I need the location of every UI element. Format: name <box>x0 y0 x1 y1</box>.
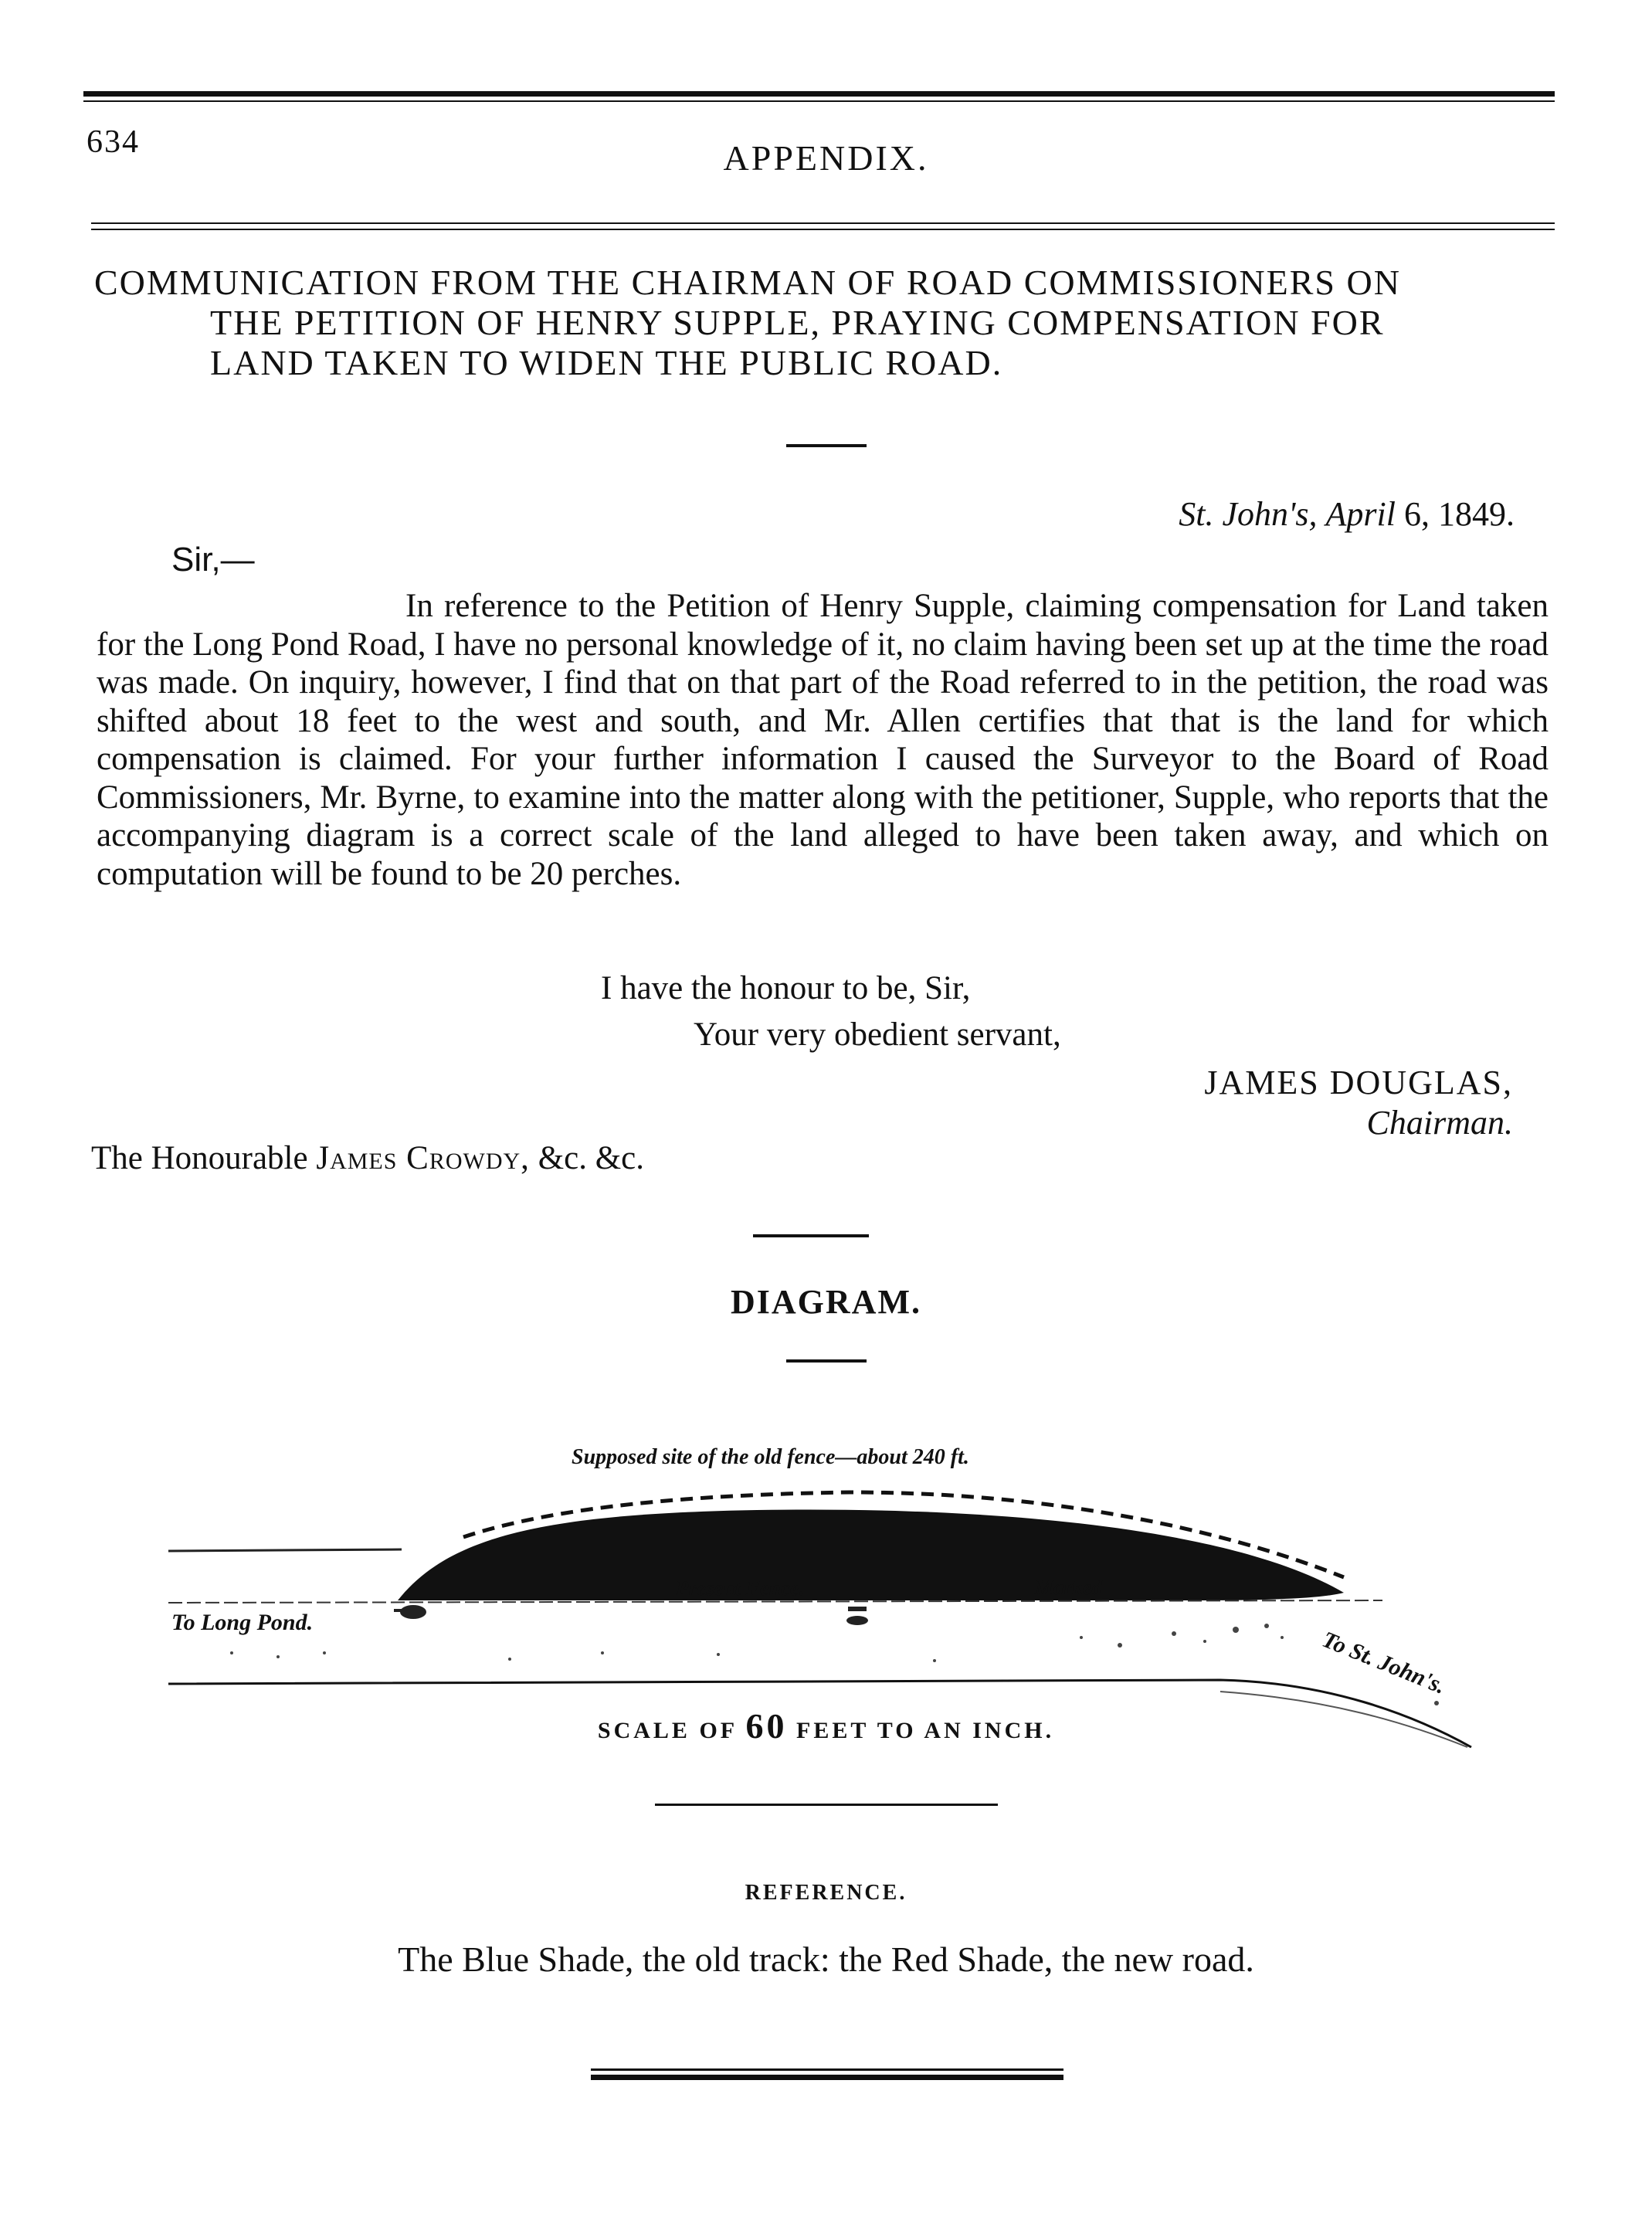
reference-text: The Blue Shade, the old track: the Red Shade, the new road. <box>398 1939 1254 1979</box>
reference-separator <box>655 1804 998 1806</box>
scale-note <box>0 1705 1652 1746</box>
page-number: 634 <box>87 124 140 160</box>
footer-rule-thick <box>591 2075 1063 2080</box>
scale-prefix: SCALE OF <box>597 1718 737 1743</box>
to-st-johns-label: To St. John's. <box>1318 1626 1450 1699</box>
present-fence-line <box>168 1600 1382 1603</box>
title-line-2: THE PETITION OF HENRY SUPPLE, PRAYING COMPENSATION FOR <box>210 303 1385 342</box>
dateline-date: 6, 1849. <box>1404 495 1515 533</box>
present-fence-label: Present Fence. <box>676 1576 805 1600</box>
letter-paragraph: In reference to the Petition of Henry Supple, claiming compensation for Land taken for the Long Pond Road, I have no personal knowledge of it, no claim having been set up at the time the road was made. On inquiry, however, I find that on that part of the Road referred to in the petition, the road was shifted about 18 feet to the west and south, and Mr. Allen certifies that that is the land for which compensation is claimed. For your further information I caused the Surveyor to the Board of Road Commissioners, Mr. Byrne, to examine into the matter along with the petitioner, Supple, who reports that the accompanying diagram is a correct scale of the land alleged to have been taken away, and which on computation will be found to be 20 perches. <box>97 588 1549 892</box>
addressee-name: James Crowdy, <box>316 1140 530 1176</box>
old-track-shade <box>398 1509 1344 1600</box>
salutation: Sir,— <box>171 541 255 579</box>
upper-road-edge-line <box>168 1549 402 1551</box>
dateline-place: St. John's, <box>1179 495 1318 533</box>
title-line-3: LAND TAKEN TO WIDEN THE PUBLIC ROAD. <box>210 343 1003 382</box>
to-long-pond-label: To Long Pond. <box>171 1610 314 1635</box>
running-title: APPENDIX. <box>723 138 929 178</box>
title-line-1: COMMUNICATION FROM THE CHAIRMAN OF ROAD COMMISSIONERS ON <box>94 263 1401 302</box>
closing-line-2: Your very obedient servant, <box>694 1016 1061 1053</box>
scale-suffix: FEET TO AN INCH. <box>796 1718 1055 1743</box>
addressee-prefix: The Honourable <box>91 1140 308 1176</box>
diagram-heading: DIAGRAM. <box>731 1283 921 1321</box>
scale-number: 60 <box>745 1706 788 1746</box>
signatory-title: Chairman. <box>1366 1104 1513 1142</box>
road-stipple <box>230 1624 1439 1705</box>
addressee-suffix: &c. &c. <box>538 1140 645 1176</box>
pointing-hand-icon <box>394 1605 426 1619</box>
reference-heading: REFERENCE. <box>745 1881 907 1905</box>
survey-mark-icon <box>846 1607 868 1625</box>
dateline-month: April <box>1325 495 1396 533</box>
marked-label: Marked <box>1035 1576 1102 1599</box>
signatory-name: JAMES DOUGLAS, <box>1204 1064 1513 1101</box>
closing-line-1: I have the honour to be, Sir, <box>601 970 971 1006</box>
old-fence-label: Supposed site of the old fence—about 240 ft. <box>572 1445 969 1469</box>
footer-rule-1 <box>591 2068 1063 2071</box>
